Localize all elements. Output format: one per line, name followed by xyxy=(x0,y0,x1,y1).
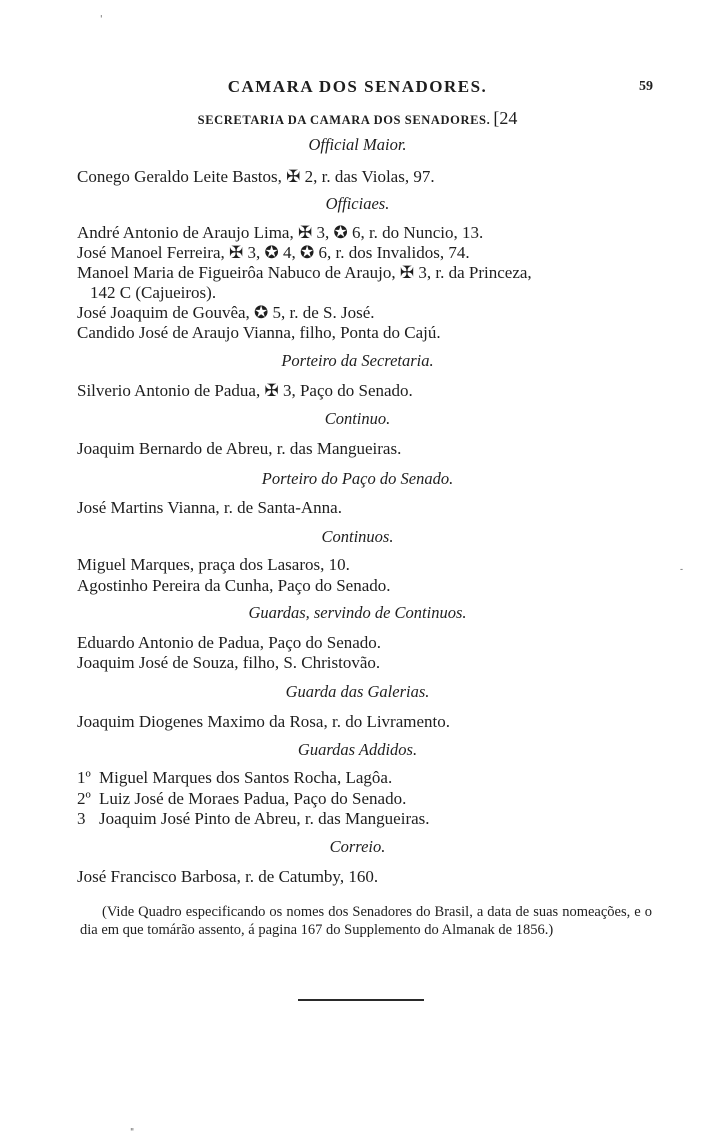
entry-line: Joaquim Bernardo de Abreu, r. das Mangueiras. xyxy=(77,439,402,458)
entry-text: Joaquim José Pinto de Abreu, r. das Mangueiras. xyxy=(99,809,430,828)
heading-continuos: Continuos. xyxy=(321,527,394,546)
stray-mark: - xyxy=(680,565,684,575)
heading-porteiro-paco: Porteiro do Paço do Senado. xyxy=(261,469,454,488)
heading-continuo: Continuo. xyxy=(324,409,391,428)
entry-number: 2º xyxy=(77,789,91,808)
entry-line: José Francisco Barbosa, r. de Catumby, 160. xyxy=(77,867,379,886)
entry-line-continuation: 142 C (Cajueiros). xyxy=(90,283,217,302)
closing-rule xyxy=(298,999,424,1001)
entry-number: 1º xyxy=(77,768,91,787)
entry-line: José Joaquim de Gouvêa, ✪ 5, r. de S. José. xyxy=(77,303,375,322)
heading-officiaes: Officiaes. xyxy=(325,194,390,213)
heading-guarda-galerias: Guarda das Galerias. xyxy=(285,682,430,701)
subheader-ref: [24 xyxy=(493,108,518,128)
entry-line: Conego Geraldo Leite Bastos, ✠ 2, r. das Violas, 97. xyxy=(77,167,435,186)
section-subheader xyxy=(0,108,715,129)
entry-text: Miguel Marques dos Santos Rocha, Lagôa. xyxy=(99,768,393,787)
numbered-entry xyxy=(77,767,392,789)
entry-line: André Antonio de Araujo Lima, ✠ 3, ✪ 6, r. do Nuncio, 13. xyxy=(77,223,484,242)
subheader-text: SECRETARIA DA CAMARA DOS SENADORES. xyxy=(197,113,491,127)
stray-mark: " xyxy=(130,1128,135,1138)
entry-line: Agostinho Pereira da Cunha, Paço do Senado. xyxy=(77,576,391,595)
heading-correio: Correio. xyxy=(329,837,386,856)
entry-line: Candido José de Araujo Vianna, filho, Ponta do Cajú. xyxy=(77,323,441,342)
entry-line: José Martins Vianna, r. de Santa-Anna. xyxy=(77,498,342,517)
heading-porteiro-secretaria: Porteiro da Secretaria. xyxy=(281,351,434,370)
stray-mark: ' xyxy=(100,15,103,25)
entry-line: Manoel Maria de Figueirôa Nabuco de Araujo, ✠ 3, r. da Princeza, xyxy=(77,263,532,282)
entry-line: Joaquim José de Souza, filho, S. Christovão. xyxy=(77,653,381,672)
page-number: 59 xyxy=(639,79,653,94)
heading-official-maior: Official Maior. xyxy=(308,135,407,154)
entry-line: Silverio Antonio de Padua, ✠ 3, Paço do Senado. xyxy=(77,381,413,400)
entry-line: Joaquim Diogenes Maximo da Rosa, r. do Livramento. xyxy=(77,712,450,731)
page-title: CAMARA DOS SENADORES. xyxy=(227,77,488,96)
numbered-entry xyxy=(77,788,406,810)
entry-line: José Manoel Ferreira, ✠ 3, ✪ 4, ✪ 6, r. dos Invalidos, 74. xyxy=(77,243,470,262)
numbered-entry xyxy=(77,808,430,830)
heading-guardas-continuos: Guardas, servindo de Continuos. xyxy=(248,603,467,622)
entry-line: Miguel Marques, praça dos Lasaros, 10. xyxy=(77,555,350,574)
footnote: (Vide Quadro especificando os nomes dos Senadores do Brasil, a data de suas nomeações, e o dia em que tomárão assento, á pagina 167 do Supplemento do Almanak de 1856.) xyxy=(80,904,652,938)
entry-text: Luiz José de Moraes Padua, Paço do Senado. xyxy=(99,789,407,808)
entry-line: Eduardo Antonio de Padua, Paço do Senado. xyxy=(77,633,382,652)
entry-number: 3 xyxy=(77,809,86,828)
heading-guardas-addidos: Guardas Addidos. xyxy=(297,740,418,759)
